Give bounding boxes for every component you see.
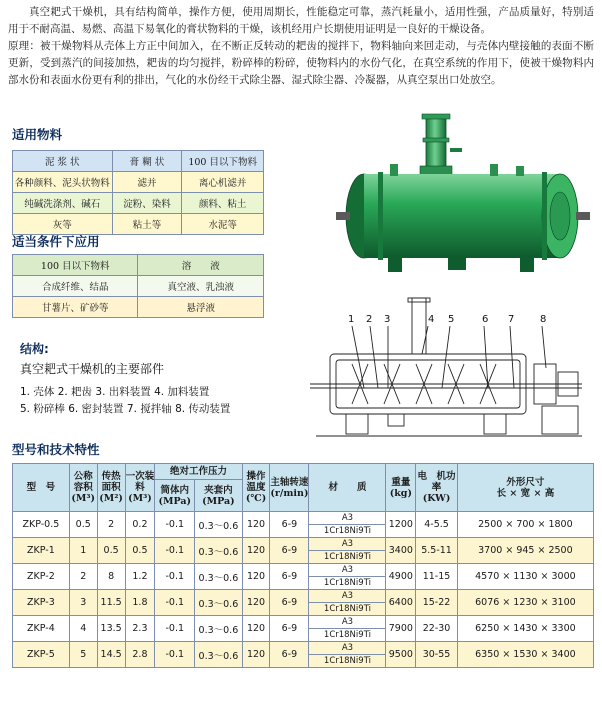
conditions-cell: 真空液、乳浊液 (138, 276, 264, 297)
col-volume: 公称容积 (M³) (69, 464, 97, 512)
cell-area: 13.5 (97, 616, 125, 642)
cell-jacket: 0.3～0.6 (195, 616, 243, 642)
cell-charge: 0.2 (125, 512, 155, 538)
table-row (13, 538, 594, 551)
cell-inner: -0.1 (155, 590, 195, 616)
conditions-cell: 悬浮液 (138, 297, 264, 318)
cell-jacket: 0.3～0.6 (195, 590, 243, 616)
col-area: 传热面积 (M²) (97, 464, 125, 512)
cell-material-2: 1Cr18Ni9Ti (309, 577, 386, 590)
materials-cell: 离心机滤并 (182, 172, 264, 193)
cell-inner: -0.1 (155, 564, 195, 590)
conditions-cell: 甘薯片、矿砂等 (13, 297, 138, 318)
cell-jacket: 0.3～0.6 (195, 512, 243, 538)
conditions-header-row (13, 255, 264, 276)
cell-area: 0.5 (97, 538, 125, 564)
table-row (13, 564, 594, 577)
cell-material-1: A3 (309, 642, 386, 655)
cell-charge: 1.8 (125, 590, 155, 616)
callout-2: 2 (366, 314, 373, 325)
cell-temp: 120 (242, 642, 270, 668)
cell-inner: -0.1 (155, 538, 195, 564)
cell-area: 2 (97, 512, 125, 538)
materials-header-cell: 泥 浆 状 (13, 151, 113, 172)
cell-volume: 2 (69, 564, 97, 590)
cell-weight: 9500 (386, 642, 416, 668)
cell-weight: 7900 (386, 616, 416, 642)
cell-temp: 120 (242, 512, 270, 538)
materials-cell: 淀粉、染料 (112, 193, 182, 214)
cell-jacket: 0.3～0.6 (195, 564, 243, 590)
cell-charge: 2.3 (125, 616, 155, 642)
cell-weight: 6400 (386, 590, 416, 616)
callout-5: 5 (448, 314, 455, 325)
materials-header-row (13, 151, 264, 172)
cell-power: 15-22 (416, 590, 458, 616)
table-row (13, 590, 594, 603)
materials-title: 适用物料 (12, 127, 63, 142)
col-model: 型 号 (13, 464, 70, 512)
specs-title: 型号和技术特性 (12, 442, 100, 457)
cell-material-1: A3 (309, 590, 386, 603)
cell-weight: 4900 (386, 564, 416, 590)
cell-volume: 5 (69, 642, 97, 668)
cell-speed: 6-9 (270, 512, 309, 538)
callout-8: 8 (540, 314, 547, 325)
structure-subtitle: 真空耙式干燥机的主要部件 (20, 362, 165, 376)
cell-power: 4-5.5 (416, 512, 458, 538)
col-speed: 主轴转速 (r/min) (270, 464, 309, 512)
materials-header-cell: 100 目以下物料 (182, 151, 264, 172)
materials-row (13, 172, 264, 193)
cell-temp: 120 (242, 590, 270, 616)
conditions-row (13, 297, 264, 318)
cell-temp: 120 (242, 616, 270, 642)
cell-area: 14.5 (97, 642, 125, 668)
cell-material-2: 1Cr18Ni9Ti (309, 655, 386, 668)
col-temp: 操作温度 (℃) (242, 464, 270, 512)
dryer-photo (330, 108, 592, 278)
callout-6: 6 (482, 314, 489, 325)
cell-dims: 4570 × 1130 × 3000 (457, 564, 593, 590)
specs-header-row (13, 464, 594, 480)
cell-power: 5.5-11 (416, 538, 458, 564)
materials-cell: 灰等 (13, 214, 113, 235)
cell-model: ZKP-2 (13, 564, 70, 590)
cell-material-1: A3 (309, 616, 386, 629)
cell-dims: 6250 × 1430 × 3300 (457, 616, 593, 642)
callout-3: 3 (384, 314, 391, 325)
cell-jacket: 0.3～0.6 (195, 538, 243, 564)
intro-paragraph: 真空耙式干燥机，具有结构简单，操作方便，使用周期长，性能稳定可靠，蒸汽耗量小，适用性强，产品质量好，特别适用于不耐高温、易燃、高温下易氧化的膏状物料的干燥，该机经用户长期使用证明是一良好的干燥设备。 (8, 6, 594, 35)
cell-power: 30-55 (416, 642, 458, 668)
callout-1: 1 (348, 314, 355, 325)
col-power: 电 机功 率 (KW) (416, 464, 458, 512)
cell-speed: 6-9 (270, 616, 309, 642)
structure-label: 结构: (20, 342, 49, 356)
callout-7: 7 (508, 314, 515, 325)
cell-speed: 6-9 (270, 564, 309, 590)
materials-cell: 滤并 (112, 172, 182, 193)
cell-model: ZKP-5 (13, 642, 70, 668)
conditions-table (12, 254, 264, 318)
parts-list (20, 384, 230, 418)
cell-area: 11.5 (97, 590, 125, 616)
cell-inner: -0.1 (155, 616, 195, 642)
cell-weight: 1200 (386, 512, 416, 538)
cell-material-2: 1Cr18Ni9Ti (309, 629, 386, 642)
cell-model: ZKP-0.5 (13, 512, 70, 538)
cell-power: 11-15 (416, 564, 458, 590)
dryer-schematic (292, 296, 594, 450)
cell-speed: 6-9 (270, 642, 309, 668)
materials-cell: 纯碱洗涤剂、碱石 (13, 193, 113, 214)
cell-inner: -0.1 (155, 642, 195, 668)
cell-dims: 2500 × 700 × 1800 (457, 512, 593, 538)
cell-speed: 6-9 (270, 590, 309, 616)
conditions-title: 适当条件下应用 (12, 234, 100, 249)
materials-cell: 各种颜料、泥头状物料 (13, 172, 113, 193)
table-row (13, 512, 594, 525)
cell-charge: 2.8 (125, 642, 155, 668)
cell-material-2: 1Cr18Ni9Ti (309, 551, 386, 564)
cell-charge: 1.2 (125, 564, 155, 590)
conditions-header-cell: 溶 液 (138, 255, 264, 276)
conditions-header-cell: 100 目以下物料 (13, 255, 138, 276)
cell-dims: 6076 × 1230 × 3100 (457, 590, 593, 616)
cell-weight: 3400 (386, 538, 416, 564)
cell-material-1: A3 (309, 512, 386, 525)
col-pressure-jacket: 夹套内 (MPa) (195, 480, 243, 512)
materials-table (12, 150, 264, 235)
col-weight: 重量 (kg) (386, 464, 416, 512)
cell-power: 22-30 (416, 616, 458, 642)
materials-cell: 粘土等 (112, 214, 182, 235)
cell-material-1: A3 (309, 538, 386, 551)
col-charge: 一次装料 (M³) (125, 464, 155, 512)
materials-header-cell: 膏 糊 状 (112, 151, 182, 172)
cell-model: ZKP-1 (13, 538, 70, 564)
col-pressure-inner: 筒体内 (MPa) (155, 480, 195, 512)
materials-row (13, 193, 264, 214)
cell-dims: 3700 × 945 × 2500 (457, 538, 593, 564)
cell-material-2: 1Cr18Ni9Ti (309, 525, 386, 538)
cell-model: ZKP-4 (13, 616, 70, 642)
table-row (13, 642, 594, 655)
table-row (13, 616, 594, 629)
cell-material-2: 1Cr18Ni9Ti (309, 603, 386, 616)
conditions-row (13, 276, 264, 297)
cell-speed: 6-9 (270, 538, 309, 564)
col-dims: 外形尺寸 长 × 宽 × 高 (457, 464, 593, 512)
materials-cell: 水泥等 (182, 214, 264, 235)
specs-table (12, 463, 594, 668)
col-material: 材 质 (309, 464, 386, 512)
cell-volume: 3 (69, 590, 97, 616)
cell-volume: 4 (69, 616, 97, 642)
materials-cell: 颜料、粘土 (182, 193, 264, 214)
principle-paragraph: 原理：被干燥物料从壳体上方正中间加入，在不断正反转动的耙齿的搅拌下，物料轴向来回走动，与壳体内壁接触的表面不断更新，受到蒸汽的间接加热，耙齿的均匀搅拌，粉碎棒的粉碎，使物料内的水份气化，在真空系统的作用下，使被干燥物料内部水份和表面水份更有利的排出，气化的水份经干式除尘器、湿式除尘器、冷凝器，从真空泵出口处放空。 (8, 40, 594, 86)
cell-inner: -0.1 (155, 512, 195, 538)
cell-dims: 6350 × 1530 × 3400 (457, 642, 593, 668)
cell-model: ZKP-3 (13, 590, 70, 616)
cell-charge: 0.5 (125, 538, 155, 564)
cell-temp: 120 (242, 538, 270, 564)
cell-temp: 120 (242, 564, 270, 590)
intro-text (8, 4, 594, 89)
col-pressure: 绝对工作压力 (155, 464, 242, 480)
cell-material-1: A3 (309, 564, 386, 577)
parts-line: 1. 壳体 2. 耙齿 3. 出料装置 4. 加料装置 (20, 386, 210, 398)
cell-volume: 1 (69, 538, 97, 564)
cell-volume: 0.5 (69, 512, 97, 538)
cell-jacket: 0.3～0.6 (195, 642, 243, 668)
cell-area: 8 (97, 564, 125, 590)
callout-4: 4 (428, 314, 435, 325)
parts-line: 5. 粉碎棒 6. 密封装置 7. 搅拌轴 8. 传动装置 (20, 403, 231, 415)
conditions-cell: 合成纤维、结晶 (13, 276, 138, 297)
